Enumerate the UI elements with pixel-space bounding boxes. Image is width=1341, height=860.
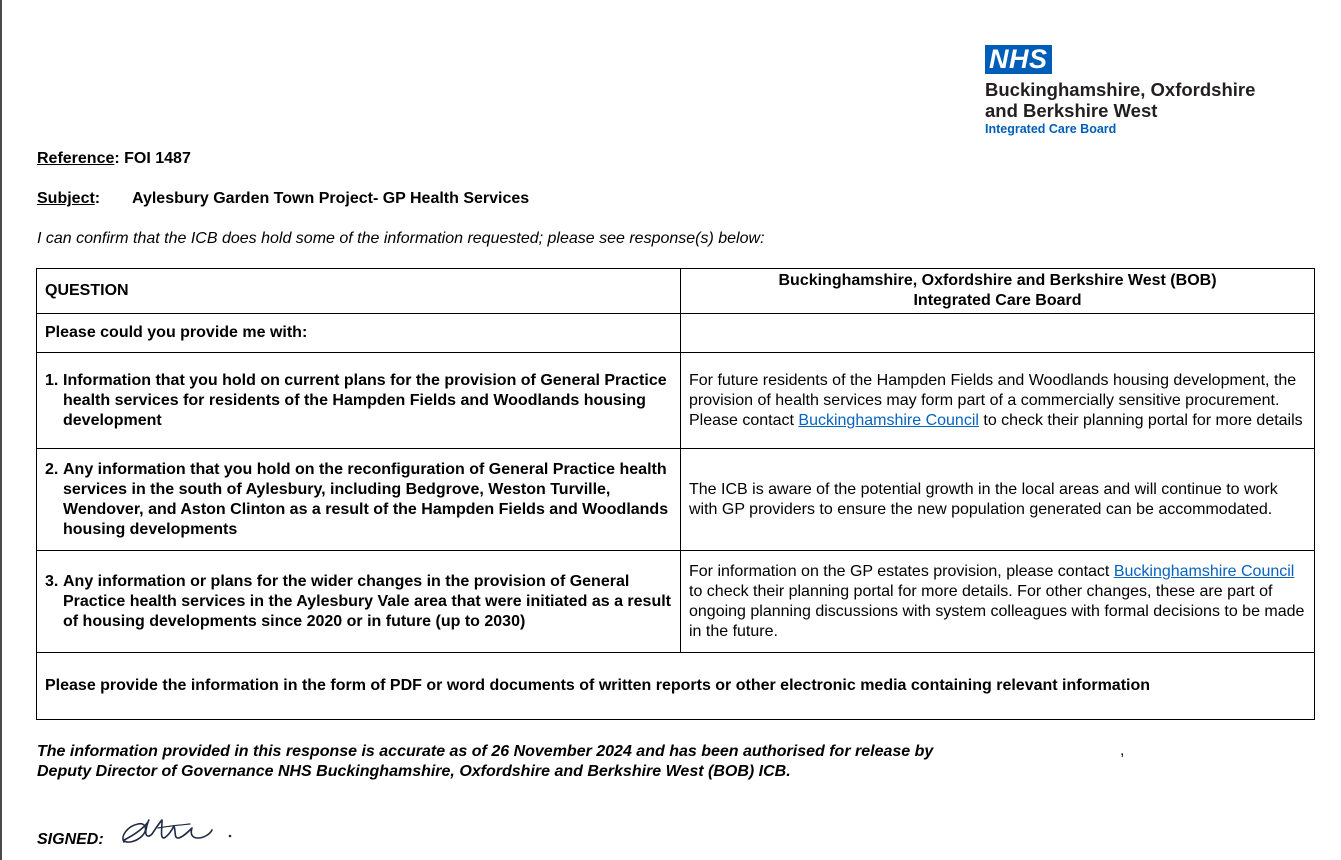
table-header-row bbox=[37, 269, 1315, 314]
subject-label: Subject bbox=[37, 190, 95, 207]
header-answer-line2: Integrated Care Board bbox=[913, 292, 1082, 309]
subject bbox=[37, 190, 530, 208]
question-number: 2. bbox=[45, 460, 59, 478]
authorisation-line2: Deputy Director of Governance NHS Buckinghamshire, Oxfordshire and Berkshire West (BOB) ICB. bbox=[37, 763, 791, 780]
answer-text-after: to check their planning portal for more details. For other changes, these are part of ongoing planning discussions with system colleagues with formal decisions to be made in the future. bbox=[689, 582, 1305, 640]
buckinghamshire-council-link[interactable]: Buckinghamshire Council bbox=[798, 411, 979, 429]
intro-text: I can confirm that the ICB does hold some of the information requested; please see response(s) below: bbox=[37, 230, 765, 247]
answer-text-after: to check their planning portal for more details bbox=[978, 411, 1303, 429]
answer-text: For information on the GP estates provision, please contact bbox=[689, 562, 1114, 580]
subject-colon: : bbox=[94, 190, 101, 207]
authorisation-line1: The information provided in this response is accurate as of 26 November 2024 and has been authorised for release by bbox=[37, 743, 934, 760]
answer-cell bbox=[681, 551, 1315, 653]
question-text: Information that you hold on current plans for the provision of General Practice health services for residents of the Hampden Fields and Woodlands housing development bbox=[63, 371, 667, 429]
answer-cell bbox=[681, 449, 1315, 551]
question-text: Any information or plans for the wider changes in the provision of General Practice health services in the Aylesbury Vale area that were initiated as a result of housing developments since 2020 or in future (up to 2030) bbox=[63, 572, 671, 630]
intro-row bbox=[37, 314, 1315, 353]
table-row bbox=[37, 551, 1315, 653]
intro-row-text: Please could you provide me with: bbox=[37, 314, 681, 353]
header-answer-line1: Buckinghamshire, Oxfordshire and Berkshire West (BOB) bbox=[778, 272, 1217, 289]
reference bbox=[37, 150, 191, 168]
page-left-edge bbox=[0, 0, 2, 860]
handwritten-signature bbox=[118, 808, 238, 853]
org-subtitle: Integrated Care Board bbox=[985, 122, 1117, 136]
intro-row-empty bbox=[681, 314, 1315, 353]
question-number: 1. bbox=[45, 371, 59, 389]
final-request-text: Please provide the information in the form of PDF or word documents of written reports or other electronic media containing relevant information bbox=[37, 653, 1315, 720]
answer-text: For future residents of the Hampden Fields and Woodlands housing development, the provision of health services may form part of a commercially sensitive procurement. Please contact bbox=[689, 371, 1297, 429]
question-cell bbox=[37, 551, 681, 653]
table-row bbox=[37, 353, 1315, 449]
answer-text: The ICB is aware of the potential growth in the local areas and will continue to work with GP providers to ensure the new population generated can be accommodated. bbox=[689, 480, 1278, 518]
question-number: 3. bbox=[45, 572, 59, 590]
nhs-badge: NHS bbox=[985, 45, 1052, 74]
redacted-name-comma: , bbox=[1120, 742, 1125, 759]
reference-label: Reference bbox=[37, 150, 115, 167]
question-cell bbox=[37, 449, 681, 551]
question-cell bbox=[37, 353, 681, 449]
authorisation-statement bbox=[37, 742, 933, 782]
header-question: QUESTION bbox=[37, 269, 681, 314]
final-request-row bbox=[37, 653, 1315, 720]
subject-value: Aylesbury Garden Town Project- GP Health Services bbox=[132, 190, 530, 207]
buckinghamshire-council-link[interactable]: Buckinghamshire Council bbox=[1113, 562, 1295, 580]
foi-response-table bbox=[36, 268, 1315, 720]
answer-cell bbox=[681, 353, 1315, 449]
question-text: Any information that you hold on the reconfiguration of General Practice health services in the south of Aylesbury, including Bedgrove, Weston Turville, Wendover, and Aston Clinton as a result of the Hampden Fields and Woodlands housing developments bbox=[63, 460, 669, 538]
header-answer bbox=[681, 269, 1315, 314]
org-name-line1: Buckinghamshire, Oxfordshire bbox=[985, 79, 1256, 100]
nhs-logo bbox=[985, 45, 1305, 136]
signed-label: SIGNED: bbox=[37, 831, 104, 848]
table-row bbox=[37, 449, 1315, 551]
reference-value: : FOI 1487 bbox=[114, 150, 191, 167]
org-name-line2: and Berkshire West bbox=[985, 100, 1158, 121]
